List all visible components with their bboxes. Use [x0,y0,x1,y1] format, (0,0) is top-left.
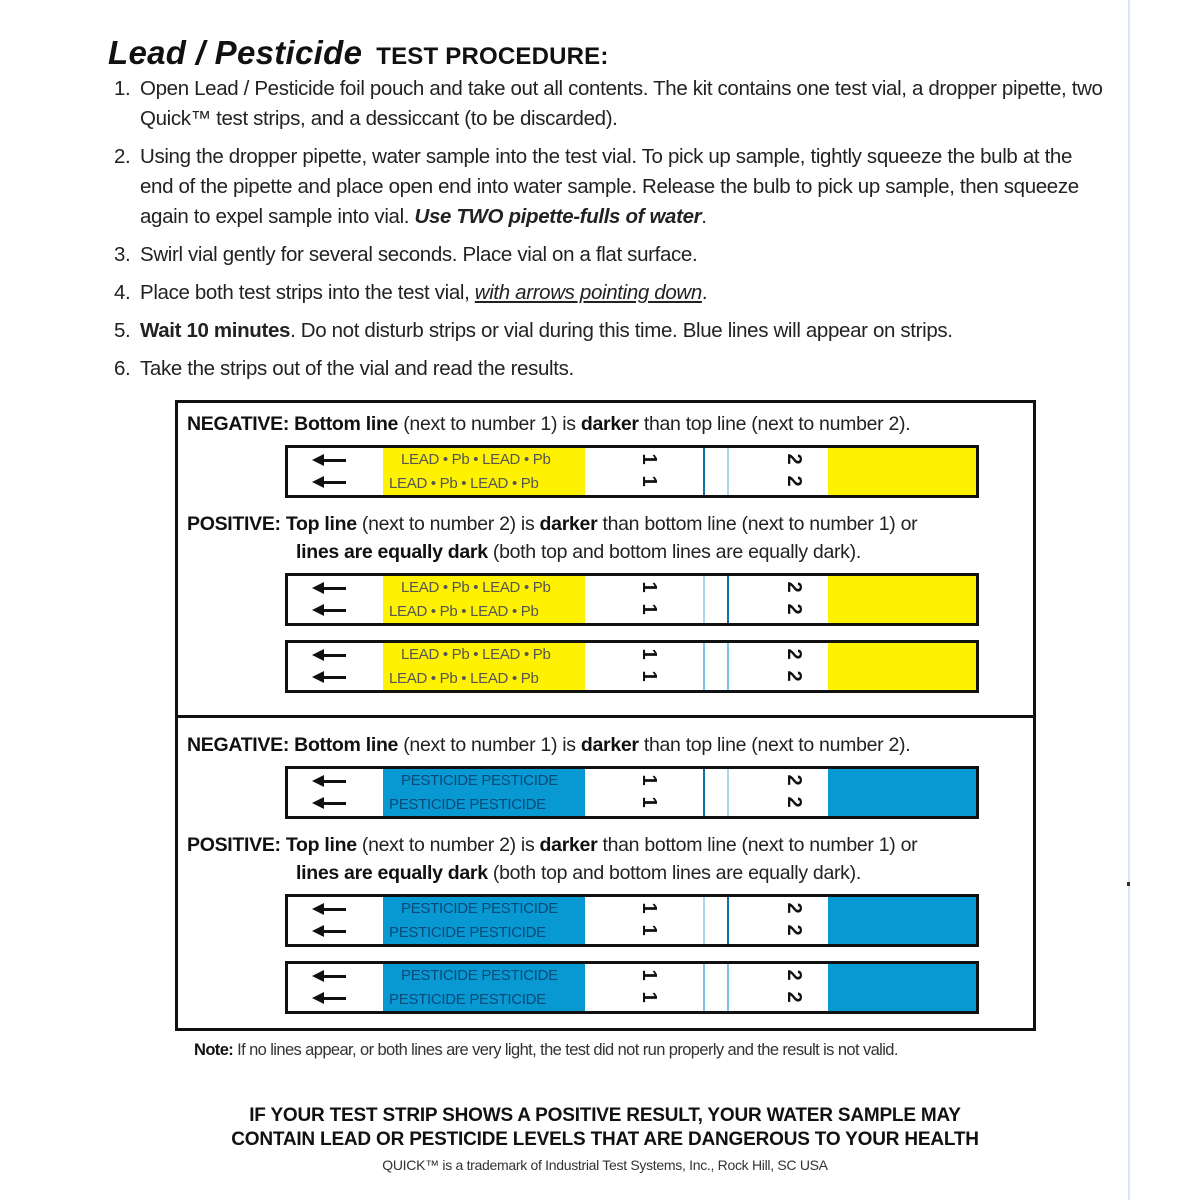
step-text-part: Open Lead / Pesticide foil pouch and take out all contents. The kit contains one test vial, a dropper pipette, two Quick™ test strips, and a dessiccant (to be discarded). [140,77,1103,130]
step-text-part: . [701,281,708,304]
strip-end-band [828,643,976,690]
marker-1 [638,643,658,690]
marker-2 [783,964,803,1011]
step-text-part: Using the dropper pipette, water sample into the test vial. To pick up sample, tightly squeeze the bulb at the end of the pipette and place open end into water sample. Release the bulb to pick up sample, then squeeze again to expel sample into vial. [140,145,1079,228]
arrow-left-icon [310,645,350,667]
strip-end-band [828,897,976,944]
step-text-part: Place both test strips into the test vial, [140,281,475,304]
marker-1-glyph: 1 [638,453,660,465]
strip-end-band [828,576,976,623]
title-product: Lead / Pesticide [108,34,363,71]
bold-text: darker [580,413,639,435]
strip-arrows [310,899,350,943]
lead-strip-positive-darker [285,573,979,626]
marker-1 [638,897,658,944]
arrow-left-icon [310,966,350,988]
text: than bottom line (next to number 1) or [597,513,918,535]
marker-1-glyph: 1 [638,581,660,593]
procedure-step [114,74,1104,134]
strip-label-band [383,643,585,690]
test-line-2 [727,769,729,816]
marker-2-glyph: 2 [783,991,805,1003]
strip-label-text: LEAD • Pb • LEAD • Pb [389,670,539,687]
marker-2-glyph: 2 [783,969,805,981]
text: than top line (next to number 2). [638,413,911,435]
step-number: 4. [114,281,131,304]
note-label: Note: [194,1041,234,1059]
test-line-2 [727,576,729,623]
positive-label: POSITIVE: [187,834,281,856]
step-text-part: . [701,205,707,228]
strip-label-text: LEAD • Pb • LEAD • Pb [389,603,539,620]
strip-label-text: LEAD • Pb • LEAD • Pb [389,475,539,492]
test-line-2 [727,643,729,690]
test-line-2 [727,448,729,495]
procedure-step [114,354,1104,384]
results-chart [175,400,1036,1031]
marker-1 [638,964,658,1011]
text: than top line (next to number 2). [638,734,911,756]
arrow-left-icon [310,472,350,494]
procedure-step [114,316,1104,346]
marker-2-glyph: 2 [783,902,805,914]
strip-label-text: PESTICIDE PESTICIDE [389,991,546,1008]
strip-label-band [383,964,585,1011]
step-text-part: Wait 10 minutes [140,319,291,342]
marker-2 [783,897,803,944]
arrow-left-icon [310,899,350,921]
bold-text: Top line [285,513,357,535]
marker-2-glyph: 2 [783,924,805,936]
bold-text: lines are equally dark [296,541,488,563]
strip-label-text: PESTICIDE PESTICIDE [389,924,546,941]
procedure-step [114,240,1104,270]
arrow-left-icon [310,578,350,600]
step-text [140,240,1104,270]
title-procedure: TEST PROCEDURE: [376,43,609,70]
lead-strip-positive-equal [285,640,979,693]
marker-1-glyph: 1 [638,670,660,682]
test-line-2 [727,964,729,1011]
marker-1-glyph: 1 [638,796,660,808]
test-line-1 [703,576,705,623]
strip-arrows [310,645,350,689]
health-warning [200,1104,1010,1152]
arrow-left-icon [310,450,350,472]
lead-negative-description [187,410,910,438]
marker-1-glyph: 1 [638,603,660,615]
pesticide-strip-positive-equal [285,961,979,1014]
step-number: 3. [114,243,131,266]
strip-end-band [828,769,976,816]
step-text [140,74,1104,134]
strip-arrows [310,578,350,622]
step-number: 2. [114,145,131,168]
marker-2-glyph: 2 [783,475,805,487]
step-text-part: Take the strips out of the vial and read the results. [140,357,574,380]
warning-line-2: CONTAIN LEAD OR PESTICIDE LEVELS THAT ARE DANGEROUS TO YOUR HEALTH [231,1129,979,1150]
strip-label-text: PESTICIDE PESTICIDE [401,967,558,984]
marker-1 [638,769,658,816]
strip-end-band [828,964,976,1011]
marker-2-glyph: 2 [783,648,805,660]
strip-arrows [310,771,350,815]
positive-continuation [187,859,917,887]
warning-line-1: IF YOUR TEST STRIP SHOWS A POSITIVE RESULT, YOUR WATER SAMPLE MAY [249,1105,961,1126]
pesticide-negative-description [187,731,910,759]
step-text [140,278,1104,308]
page-edge-line [1128,0,1130,1200]
marker-2-glyph: 2 [783,670,805,682]
strip-arrows [310,450,350,494]
pesticide-positive-description [187,831,917,887]
bold-text: darker [580,734,639,756]
marker-1-glyph: 1 [638,475,660,487]
marker-1-glyph: 1 [638,774,660,786]
section-divider [178,715,1033,718]
procedure-step [114,278,1104,308]
step-number: 1. [114,77,131,100]
text: (next to number 1) is [398,734,581,756]
marker-2-glyph: 2 [783,581,805,593]
strip-label-text: PESTICIDE PESTICIDE [401,772,558,789]
positive-continuation [187,538,917,566]
test-line-1 [703,769,705,816]
marker-2-glyph: 2 [783,603,805,615]
text: (next to number 2) is [356,834,540,856]
strip-label-text: PESTICIDE PESTICIDE [389,796,546,813]
test-line-1 [703,964,705,1011]
pesticide-strip-negative [285,766,979,819]
test-line-1 [703,448,705,495]
marker-1 [638,448,658,495]
strip-label-band [383,576,585,623]
strip-label-text: LEAD • Pb • LEAD • Pb [401,579,551,596]
strip-end-band [828,448,976,495]
marker-2 [783,576,803,623]
test-line-2 [727,897,729,944]
step-number: 5. [114,319,131,342]
arrow-left-icon [310,921,350,943]
step-text-part: . Do not disturb strips or vial during this time. Blue lines will appear on strips. [290,319,953,342]
step-number: 6. [114,357,131,380]
strip-arrows [310,966,350,1010]
marker-2-glyph: 2 [783,453,805,465]
step-text [140,316,1104,346]
marker-2 [783,769,803,816]
bold-text: lines are equally dark [296,862,488,884]
negative-label: NEGATIVE: [187,413,290,435]
marker-1-glyph: 1 [638,991,660,1003]
procedure-step [114,142,1104,232]
marker-2 [783,448,803,495]
marker-1-glyph: 1 [638,969,660,981]
text: (both top and bottom lines are equally dark). [487,541,861,563]
lead-strip-negative [285,445,979,498]
positive-label: POSITIVE: [187,513,281,535]
bold-text: Bottom line [294,734,399,756]
marker-2-glyph: 2 [783,796,805,808]
strip-label-band [383,448,585,495]
step-text-part: with arrows pointing down [474,281,702,304]
note-text: If no lines appear, or both lines are very light, the test did not run properly and the result is not valid. [233,1041,898,1059]
marker-1 [638,576,658,623]
step-text-part: Swirl vial gently for several seconds. Place vial on a flat surface. [140,243,698,266]
text: (next to number 1) is [398,413,581,435]
strip-label-text: LEAD • Pb • LEAD • Pb [401,646,551,663]
text: (next to number 2) is [356,513,540,535]
pesticide-strip-positive-darker [285,894,979,947]
step-text [140,142,1104,232]
strip-label-text: LEAD • Pb • LEAD • Pb [401,451,551,468]
marker-2-glyph: 2 [783,774,805,786]
bold-text: Top line [285,834,357,856]
negative-label: NEGATIVE: [187,734,290,756]
marker-1-glyph: 1 [638,924,660,936]
marker-1-glyph: 1 [638,902,660,914]
text: (both top and bottom lines are equally dark). [487,862,861,884]
step-text [140,354,1104,384]
lead-positive-description [187,510,917,566]
arrow-left-icon [310,988,350,1010]
validity-note [194,1041,898,1060]
bold-text: Bottom line [294,413,399,435]
arrow-left-icon [310,667,350,689]
arrow-left-icon [310,771,350,793]
procedure-steps [114,74,1104,392]
arrow-left-icon [310,600,350,622]
bold-text: darker [539,834,598,856]
strip-label-text: PESTICIDE PESTICIDE [401,900,558,917]
marker-2 [783,643,803,690]
strip-label-band [383,897,585,944]
step-text-part: Use TWO pipette-fulls of water [414,205,702,228]
page-title [108,34,609,72]
page-edge-mark [1127,882,1130,886]
trademark-notice: QUICK™ is a trademark of Industrial Test Systems, Inc., Rock Hill, SC USA [382,1157,828,1173]
marker-1-glyph: 1 [638,648,660,660]
test-line-1 [703,643,705,690]
arrow-left-icon [310,793,350,815]
strip-label-band [383,769,585,816]
bold-text: darker [539,513,598,535]
test-line-1 [703,897,705,944]
text: than bottom line (next to number 1) or [597,834,918,856]
